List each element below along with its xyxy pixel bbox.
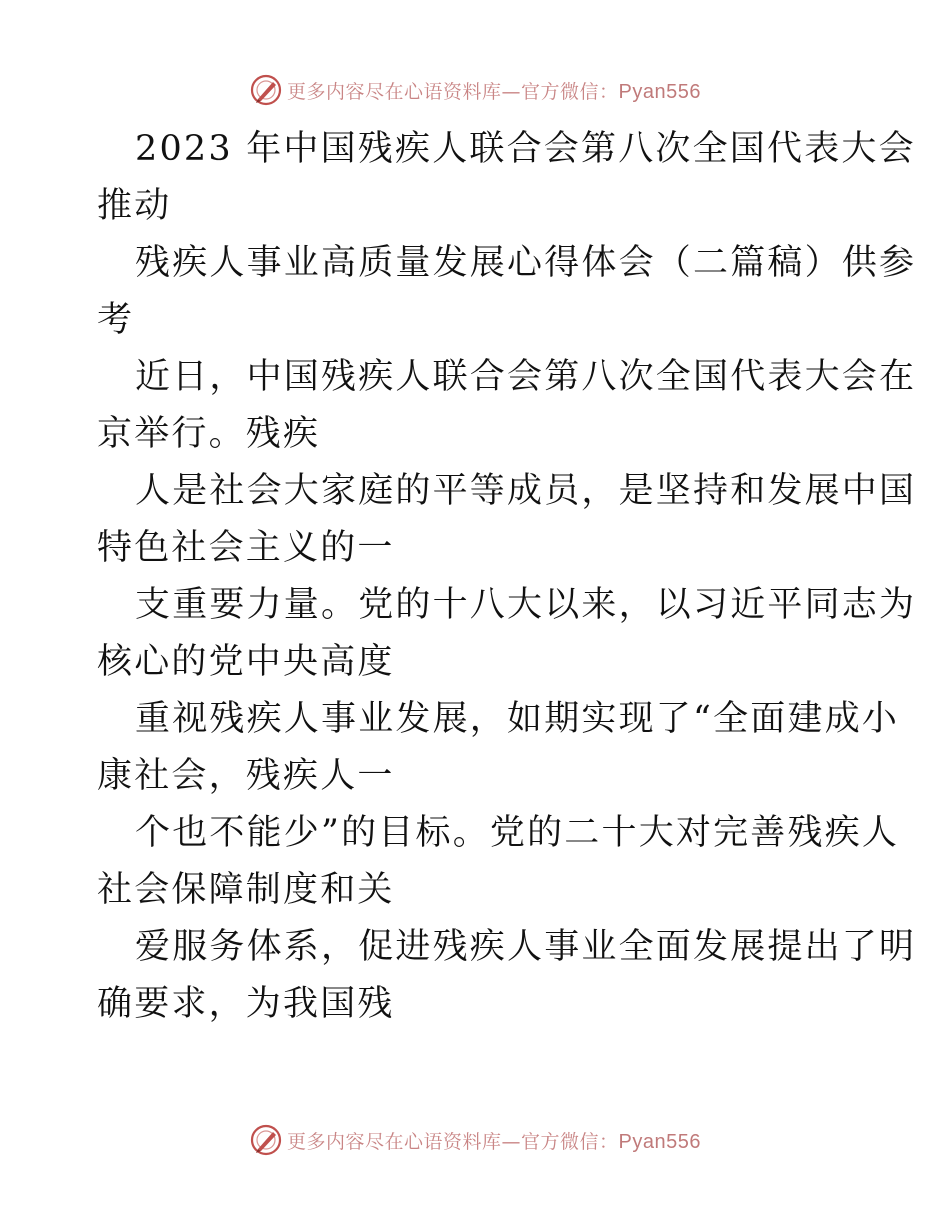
watermark-prefix: 更多内容尽在心语资料库 [287,80,502,103]
pen-logo-icon [249,73,283,107]
paragraph-line: 爱服务体系，促进残疾人事业全面发展提出了明 [135,927,917,967]
watermark-separator: — [501,1130,522,1153]
paragraph [97,691,900,805]
paragraph [97,919,917,1033]
document-body [97,121,917,1033]
pen-logo-icon [249,1123,283,1157]
watermark-label: 官方微信： [521,80,619,103]
watermark-handle: Pyan556 [618,1130,701,1153]
paragraph-line: 近日，中国残疾人联合会第八次全国代表大会在 [135,357,917,397]
paragraph-line: 个也不能少”的目标。党的二十大对完善残疾人 [135,813,900,853]
paragraph-line: 2023 年中国残疾人联合会第八次全国代表大会 [135,129,916,169]
watermark-label: 官方微信： [521,1130,619,1153]
paragraph [97,349,917,463]
paragraph [97,577,917,691]
watermark-prefix: 更多内容尽在心语资料库 [287,1130,502,1153]
paragraph-line: 重视残疾人事业发展，如期实现了“全面建成小 [135,699,900,739]
watermark-text [287,77,701,104]
watermark-text [287,1127,701,1154]
paragraph-line: 支重要力量。党的十八大以来，以习近平同志为 [135,585,917,625]
paragraph-line: 推动 [97,186,172,226]
watermark-header [0,70,950,110]
paragraph-line: 人是社会大家庭的平等成员，是坚持和发展中国 [135,471,917,511]
paragraph-line: 考 [97,300,135,340]
paragraph [97,121,916,235]
watermark-separator: — [501,80,522,103]
paragraph-line: 残疾人事业高质量发展心得体会（二篇稿）供参 [135,243,917,283]
paragraph [97,463,917,577]
paragraph-line: 康社会，残疾人一 [97,756,395,796]
paragraph-line: 特色社会主义的一 [97,528,395,568]
watermark-handle: Pyan556 [618,80,701,103]
paragraph-line: 确要求，为我国残 [97,984,395,1024]
paragraph-line: 京举行。残疾 [97,414,321,454]
paragraph [97,235,917,349]
paragraph [97,805,900,919]
watermark-footer [0,1120,950,1160]
paragraph-line: 社会保障制度和关 [97,870,395,910]
paragraph-line: 核心的党中央高度 [97,642,395,682]
